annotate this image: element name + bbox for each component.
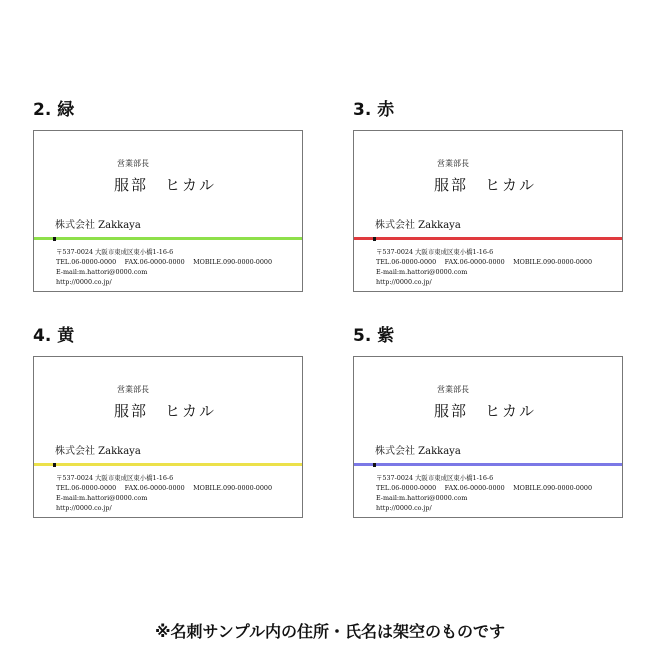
website: http://0000.co.jp/ <box>56 278 112 286</box>
accent-line <box>354 237 622 240</box>
sample-yellow <box>33 326 305 518</box>
sample-label: 5. 紫 <box>353 326 395 346</box>
job-title: 営業部長 <box>437 159 469 168</box>
contact-block <box>56 473 272 513</box>
email: E-mail:m.hattori@0000.com <box>56 494 148 502</box>
disclaimer-note: ※名刺サンプル内の住所・氏名は架空のものです <box>154 622 506 641</box>
company-name: 株式会社 Zakkaya <box>55 446 141 457</box>
contact-block <box>56 247 272 287</box>
job-title: 営業部長 <box>117 159 149 168</box>
contact-block <box>376 473 592 513</box>
email: E-mail:m.hattori@0000.com <box>376 494 468 502</box>
accent-dot <box>53 237 56 241</box>
company-name: 株式会社 Zakkaya <box>375 220 461 231</box>
business-card <box>33 130 303 292</box>
address: 〒537-0024 大阪市東成区東小橋1-16-6 <box>56 248 174 256</box>
phone-line: TEL.06-0000-0000 FAX.06-0000-0000 MOBILE.090-0000-0000 <box>56 258 273 266</box>
address: 〒537-0024 大阪市東成区東小橋1-16-6 <box>376 474 494 482</box>
email: E-mail:m.hattori@0000.com <box>376 268 468 276</box>
sample-green <box>33 100 305 292</box>
address: 〒537-0024 大阪市東成区東小橋1-16-6 <box>56 474 174 482</box>
website: http://0000.co.jp/ <box>376 278 432 286</box>
accent-dot <box>53 463 56 467</box>
sample-purple <box>353 326 625 518</box>
person-name: 服部 ヒカル <box>434 176 537 194</box>
accent-dot <box>373 237 376 241</box>
sample-label: 3. 赤 <box>353 100 395 120</box>
accent-line <box>354 463 622 466</box>
person-name: 服部 ヒカル <box>434 402 537 420</box>
phone-line: TEL.06-0000-0000 FAX.06-0000-0000 MOBILE.090-0000-0000 <box>376 258 593 266</box>
sample-red <box>353 100 625 292</box>
business-card <box>33 356 303 518</box>
accent-dot <box>373 463 376 467</box>
company-name: 株式会社 Zakkaya <box>55 220 141 231</box>
job-title: 営業部長 <box>437 385 469 394</box>
business-card <box>353 130 623 292</box>
accent-line <box>34 237 302 240</box>
website: http://0000.co.jp/ <box>56 504 112 512</box>
person-name: 服部 ヒカル <box>114 176 217 194</box>
address: 〒537-0024 大阪市東成区東小橋1-16-6 <box>376 248 494 256</box>
phone-line: TEL.06-0000-0000 FAX.06-0000-0000 MOBILE.090-0000-0000 <box>56 484 273 492</box>
sample-label: 2. 緑 <box>33 100 75 120</box>
website: http://0000.co.jp/ <box>376 504 432 512</box>
phone-line: TEL.06-0000-0000 FAX.06-0000-0000 MOBILE.090-0000-0000 <box>376 484 593 492</box>
sample-label: 4. 黄 <box>33 326 75 346</box>
contact-block <box>376 247 592 287</box>
email: E-mail:m.hattori@0000.com <box>56 268 148 276</box>
business-card <box>353 356 623 518</box>
job-title: 営業部長 <box>117 385 149 394</box>
person-name: 服部 ヒカル <box>114 402 217 420</box>
company-name: 株式会社 Zakkaya <box>375 446 461 457</box>
accent-line <box>34 463 302 466</box>
